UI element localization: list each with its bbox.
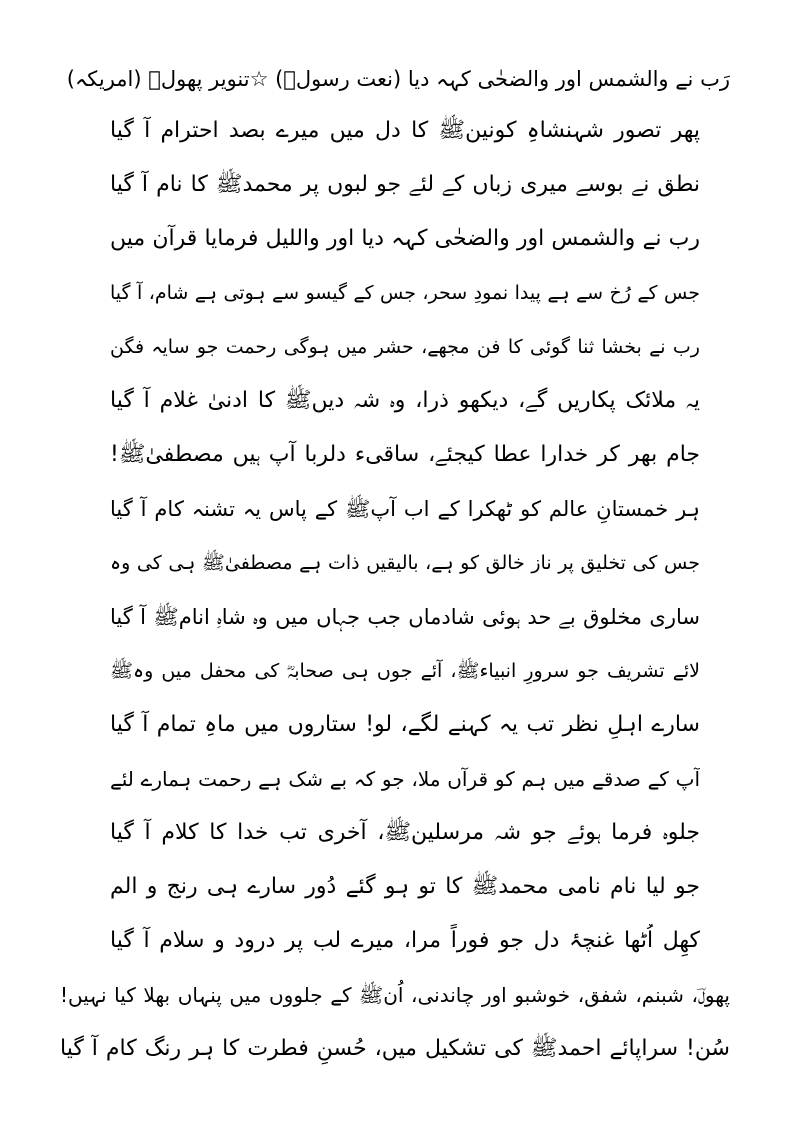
poem-title: رَب نے والشمس اور والضحٰی کہہ دیا (نعت رسولﷺ) ☆تنویر پھولؔ (امریکہ) — [66, 67, 730, 91]
poem-line-12: سارے اہلِ نظر تب یہ کہنے لگے، لو! ستاروں میں ماہِ تمام آ گیا — [110, 712, 700, 737]
poem-line-2: نطق نے بوسے میری زباں کے لئے جو لبوں پر محمدﷺ کا نام آ گیا — [110, 172, 700, 197]
poem-line-15: جو لیا نام نامی محمدﷺ کا تو ہو گئے دُور سارے ہی رنج و الم — [110, 874, 700, 899]
poem-line-9: جس کی تخلیق پر ناز خالق کو ہے، بالیقیں ذات ہے مصطفیٰﷺ ہی کی وہ — [110, 552, 700, 574]
poem-line-18: سُن! سراپائے احمدﷺ کی تشکیل میں، حُسنِ فطرت کا ہر رنگ کام آ گیا — [60, 1036, 730, 1061]
poem-line-13: آپ کے صدقے میں ہم کو قرآں ملا، جو کہ بے شک ہے رحمت ہمارے لئے — [110, 767, 700, 791]
poem-line-6: یہ ملائک پکاریں گے، دیکھو ذرا، وہ شہ دیںﷺ کا ادنیٰ غلام آ گیا — [110, 388, 700, 413]
poem-line-17: پھولؔ، شبنم، شفق، خوشبو اور چاندنی، اُنﷺ کے جلووں میں پنہاں بھلا کیا نہیں! — [60, 983, 730, 1007]
poem-line-8: ہر خمستانِ عالم کو ٹھکرا کے اب آپﷺ کے پاس یہ تشنہ کام آ گیا — [110, 497, 700, 521]
poem-line-11: لائے تشریف جو سرورِ انبیاءﷺ، آئے جوں ہی صحابہؓ کی محفل میں وہﷺ — [110, 660, 700, 682]
poem-line-3: رب نے والشمس اور والضحٰی کہہ دیا اور واللیل فرمایا قرآن میں — [110, 226, 700, 251]
poem-line-7: جام بھر کر خدارا عطا کیجئے، ساقیء دلربا آپ ہیں مصطفیٰﷺ! — [110, 442, 700, 467]
poem-line-10: ساری مخلوق بے حد ہوئی شادماں جب جہاں میں وہ شاہِ انامﷺ آ گیا — [110, 605, 700, 629]
poem-line-4: جس کے رُخ سے ہے پیدا نمودِ سحر، جس کے گیسو سے ہوتی ہے شام، آ گیا — [110, 282, 700, 304]
poem-line-16: کھِل اُٹھا غنچۂ دل جو فوراً مرا، میرے لب پر درود و سلام آ گیا — [110, 928, 700, 953]
poem-line-1: پھر تصور شہنشاہِ کونینﷺ کا دل میں میرے بصد احترام آ گیا — [110, 118, 700, 143]
poem-line-5: رب نے بخشا ثنا گوئی کا فن مجھے، حشر میں ہوگی رحمت جو سایہ فگن — [110, 336, 700, 358]
poem-line-14: جلوہ فرما ہوئے جو شہ مرسلینﷺ، آخری تب خدا کا کلام آ گیا — [110, 820, 700, 845]
